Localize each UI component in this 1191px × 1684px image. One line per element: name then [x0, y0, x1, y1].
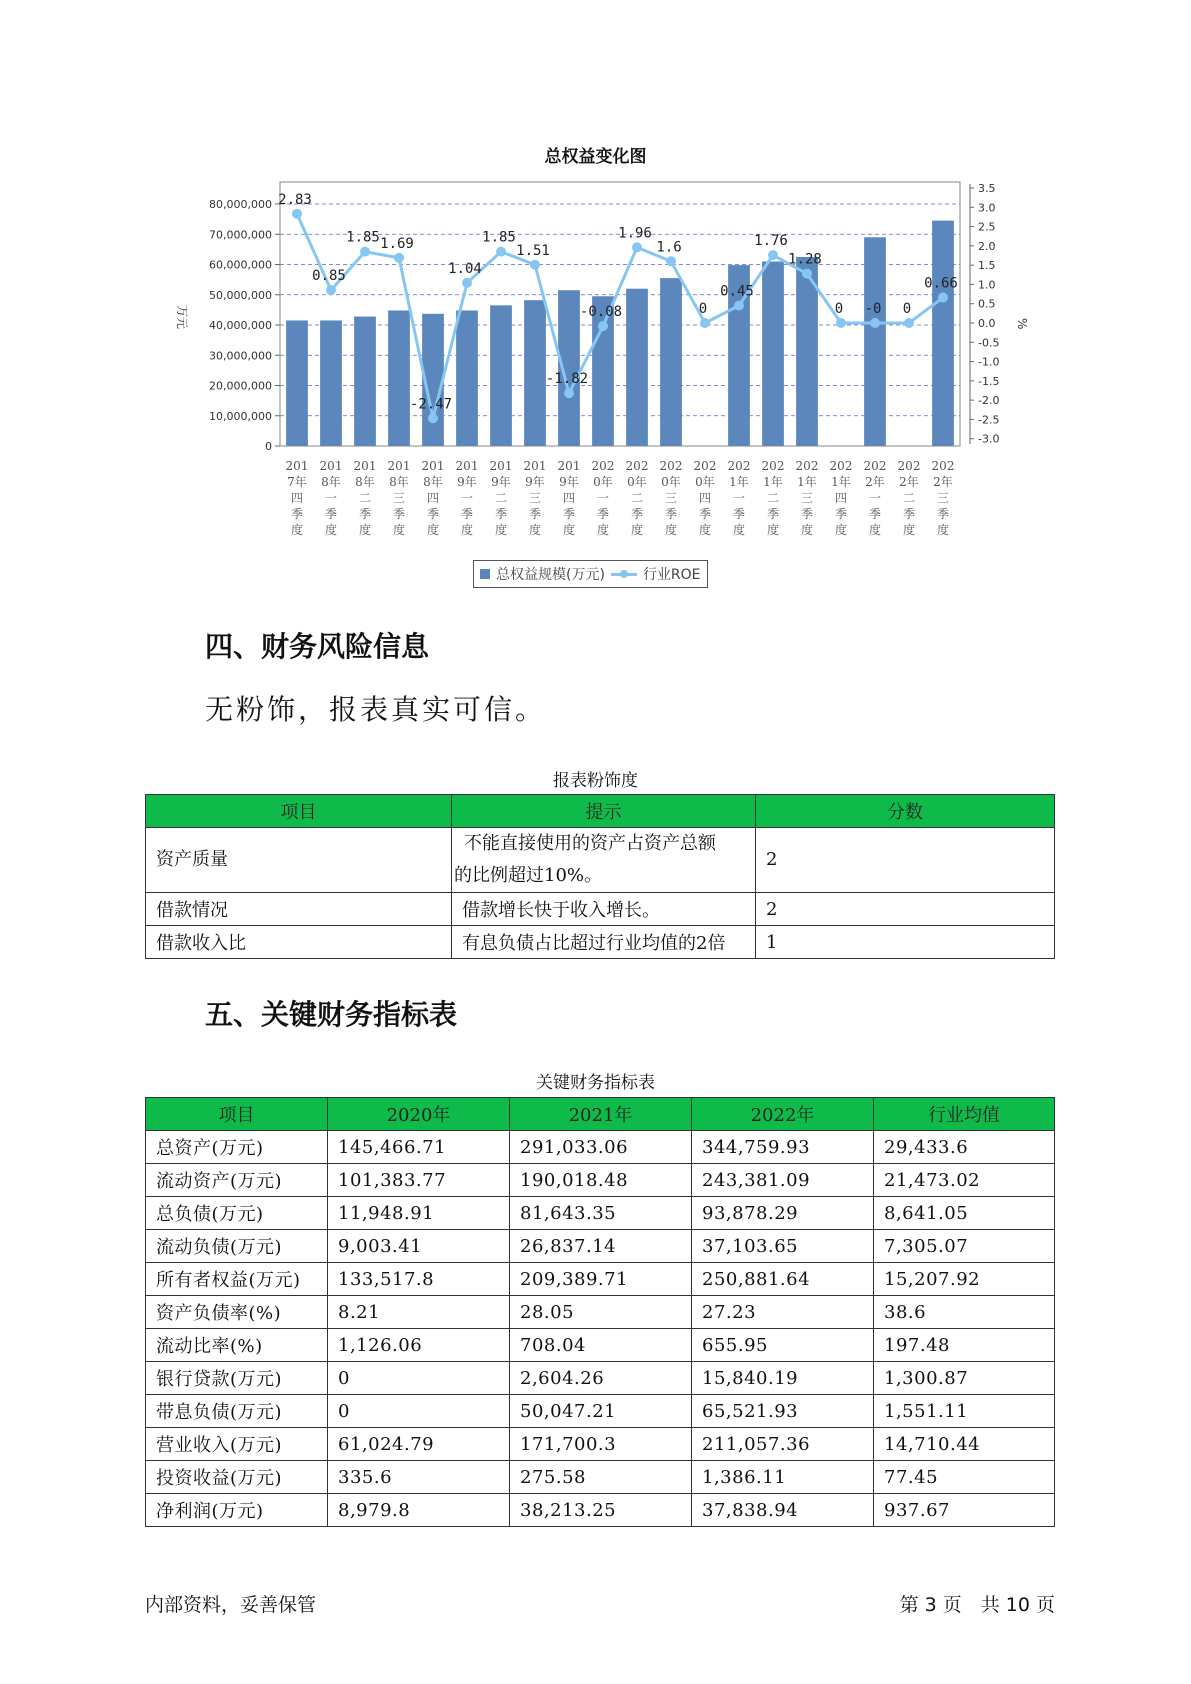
x-tick-label: 度 — [324, 523, 338, 537]
table-cell: 借款情况 — [146, 893, 452, 926]
x-tick-label: 201 — [489, 459, 513, 473]
table-cell: 流动比率(%) — [146, 1329, 328, 1362]
table-header: 2022年 — [692, 1098, 874, 1131]
table-cell: 15,207.92 — [874, 1263, 1055, 1296]
x-tick-label: 201 — [523, 459, 547, 473]
table-cell: 291,033.06 — [510, 1131, 692, 1164]
x-tick-label: 二 — [494, 491, 508, 505]
table-cell: 2 — [756, 828, 1055, 893]
table-cell: 带息负债(万元) — [146, 1395, 328, 1428]
table-cell: 1,126.06 — [328, 1329, 510, 1362]
x-tick-label: 202 — [761, 459, 785, 473]
data-label: 2.83 — [278, 191, 312, 208]
roe-point — [700, 318, 710, 328]
x-tick-label: 度 — [630, 523, 644, 537]
data-label: 0.45 — [720, 283, 754, 300]
table-cell: 营业收入(万元) — [146, 1428, 328, 1461]
table-cell: 流动负债(万元) — [146, 1230, 328, 1263]
table-row — [146, 1461, 1055, 1494]
x-tick-label: 8年 — [355, 475, 375, 489]
table-cell: 93,878.29 — [692, 1197, 874, 1230]
data-label: 1.04 — [448, 260, 482, 277]
bar — [762, 261, 784, 446]
x-tick-label: 201 — [353, 459, 377, 473]
right-tick-label: -0.5 — [978, 336, 1000, 350]
data-label: 1.51 — [516, 242, 550, 259]
table-cell: 937.67 — [874, 1494, 1055, 1527]
bar — [490, 305, 512, 446]
x-tick-label: 度 — [528, 523, 542, 537]
data-label: 1.6 — [656, 239, 682, 256]
table-cell: 344,759.93 — [692, 1131, 874, 1164]
right-tick-label: 1.5 — [978, 259, 996, 273]
table-header: 分数 — [756, 795, 1055, 828]
x-tick-label: 四 — [834, 491, 848, 505]
x-tick-label: 季 — [324, 507, 338, 521]
data-label: -2.47 — [409, 396, 453, 413]
x-tick-label: 四 — [562, 491, 576, 505]
left-tick-label: 60,000,000 — [209, 258, 272, 272]
table-cell: 8,641.05 — [874, 1197, 1055, 1230]
roe-point — [836, 318, 846, 328]
equity-chart — [160, 170, 1040, 560]
table-cell: 净利润(万元) — [146, 1494, 328, 1527]
roe-point — [666, 256, 676, 266]
right-tick-label: 3.5 — [978, 182, 996, 195]
table-row — [146, 1230, 1055, 1263]
x-tick-label: 季 — [630, 507, 644, 521]
x-tick-label: 201 — [285, 459, 309, 473]
x-tick-label: 一 — [868, 491, 882, 505]
roe-point — [394, 253, 404, 263]
roe-point — [598, 321, 608, 331]
x-tick-label: 度 — [834, 523, 848, 537]
table-header: 提示 — [452, 795, 756, 828]
table-cell: 总资产(万元) — [146, 1131, 328, 1164]
x-tick-label: 1年 — [831, 475, 851, 489]
x-tick-label: 季 — [426, 507, 440, 521]
left-tick-label: 80,000,000 — [209, 198, 272, 211]
table-row — [146, 1164, 1055, 1197]
right-tick-label: 0.0 — [978, 317, 996, 330]
roe-point — [530, 260, 540, 270]
table-cell: 1,386.11 — [692, 1461, 874, 1494]
table-cell: 21,473.02 — [874, 1164, 1055, 1197]
data-label: 1.85 — [482, 229, 516, 246]
x-tick-label: 9年 — [559, 475, 579, 489]
x-tick-label: 一 — [460, 491, 474, 505]
table-cell: 708.04 — [510, 1329, 692, 1362]
table-row — [146, 1263, 1055, 1296]
right-tick-label: 2.5 — [978, 220, 996, 234]
roe-point — [496, 247, 506, 257]
table-header: 2021年 — [510, 1098, 692, 1131]
right-tick-label: -2.5 — [978, 413, 1000, 427]
x-tick-label: 度 — [358, 523, 372, 537]
chart-legend — [473, 560, 708, 588]
roe-point — [632, 242, 642, 252]
left-axis-title: 万元 — [175, 305, 189, 330]
table-cell: 197.48 — [874, 1329, 1055, 1362]
table-cell: 0 — [328, 1395, 510, 1428]
table-cell: 8.21 — [328, 1296, 510, 1329]
data-label: 0 — [834, 301, 844, 317]
table-cell: 8,979.8 — [328, 1494, 510, 1527]
table-cell: 81,643.35 — [510, 1197, 692, 1230]
x-tick-label: 2年 — [865, 475, 885, 489]
section5-heading: 五、关键财务指标表 — [205, 998, 458, 1031]
table-row — [146, 1362, 1055, 1395]
x-tick-label: 202 — [727, 459, 751, 473]
data-label: 0.85 — [312, 268, 346, 285]
table-cell — [452, 828, 756, 893]
table-cell: 209,389.71 — [510, 1263, 692, 1296]
x-tick-label: 四 — [426, 491, 440, 505]
bar — [524, 300, 546, 446]
table-row — [146, 1395, 1055, 1428]
footer-page-number: 第 3 页 共 10 页 — [899, 1594, 1055, 1616]
table-cell: 7,305.07 — [874, 1230, 1055, 1263]
x-tick-label: 202 — [625, 459, 649, 473]
x-tick-label: 201 — [557, 459, 581, 473]
legend-line-label: 行业ROE — [642, 567, 701, 583]
left-tick-label: 50,000,000 — [209, 288, 272, 302]
section4-text: 无粉饰，报表真实可信。 — [205, 693, 547, 726]
right-tick-label: 3.0 — [978, 201, 996, 215]
legend-bar-label: 总权益规模(万元) — [496, 567, 605, 583]
data-label: -1.82 — [545, 371, 589, 388]
table-cell: 0 — [328, 1362, 510, 1395]
table-cell: 37,838.94 — [692, 1494, 874, 1527]
x-tick-label: 202 — [829, 459, 853, 473]
x-tick-label: 2年 — [899, 475, 919, 489]
table-cell: 655.95 — [692, 1329, 874, 1362]
x-tick-label: 1年 — [763, 475, 783, 489]
x-tick-label: 季 — [392, 507, 406, 521]
table-cell: 133,517.8 — [328, 1263, 510, 1296]
x-tick-label: 度 — [698, 523, 712, 537]
x-tick-label: 季 — [460, 507, 474, 521]
x-tick-label: 度 — [732, 523, 746, 537]
right-tick-label: -2.0 — [978, 394, 1000, 408]
right-axis-title: % — [1015, 318, 1029, 330]
table-cell: 211,057.36 — [692, 1428, 874, 1461]
x-tick-label: 0年 — [661, 475, 681, 489]
right-tick-label: 2.0 — [978, 239, 996, 253]
roe-point — [462, 278, 472, 288]
table-cell: 190,018.48 — [510, 1164, 692, 1197]
table-row — [146, 1131, 1055, 1164]
x-tick-label: 一 — [324, 491, 338, 505]
bar — [456, 310, 478, 446]
bar — [932, 221, 954, 446]
x-tick-label: 201 — [387, 459, 411, 473]
x-tick-label: 2年 — [933, 475, 953, 489]
table-cell: 250,881.64 — [692, 1263, 874, 1296]
roe-point — [360, 247, 370, 257]
x-tick-label: 7年 — [287, 475, 307, 489]
hint-line: 不能直接使用的资产占资产总额 — [464, 833, 716, 854]
x-tick-label: 一 — [596, 491, 610, 505]
table2-caption: 关键财务指标表 — [536, 1073, 655, 1093]
x-tick-label: 度 — [426, 523, 440, 537]
data-label: 1.69 — [380, 235, 414, 252]
data-label: -0.08 — [579, 304, 623, 321]
x-tick-label: 度 — [494, 523, 508, 537]
x-tick-label: 度 — [766, 523, 780, 537]
table-cell: 银行贷款(万元) — [146, 1362, 328, 1395]
bar — [626, 289, 648, 446]
x-tick-label: 8年 — [389, 475, 409, 489]
x-tick-label: 季 — [766, 507, 780, 521]
table-header: 项目 — [146, 795, 452, 828]
x-tick-label: 季 — [800, 507, 814, 521]
table-cell: 11,948.91 — [328, 1197, 510, 1230]
x-tick-label: 202 — [863, 459, 887, 473]
legend-line-swatch — [611, 569, 637, 579]
x-tick-label: 二 — [902, 491, 916, 505]
table-cell: 借款增长快于收入增长。 — [452, 893, 756, 926]
table-header: 2020年 — [328, 1098, 510, 1131]
table-cell: 145,466.71 — [328, 1131, 510, 1164]
table-cell: 2 — [756, 893, 1055, 926]
x-tick-label: 度 — [392, 523, 406, 537]
x-tick-label: 0年 — [695, 475, 715, 489]
right-tick-label: 0.5 — [978, 297, 996, 311]
x-tick-label: 9年 — [525, 475, 545, 489]
table-cell: 1,551.11 — [874, 1395, 1055, 1428]
section4-heading: 四、财务风险信息 — [205, 630, 430, 663]
data-label: 1.85 — [346, 229, 380, 246]
data-label: 1.76 — [754, 233, 788, 250]
x-tick-label: 度 — [596, 523, 610, 537]
data-label: 1.96 — [618, 225, 652, 242]
table-header: 行业均值 — [874, 1098, 1055, 1131]
left-tick-label: 10,000,000 — [209, 409, 272, 423]
roe-point — [292, 209, 302, 219]
table-row — [146, 828, 1055, 893]
x-tick-label: 季 — [528, 507, 542, 521]
x-tick-label: 季 — [902, 507, 916, 521]
data-label: -0 — [864, 301, 882, 317]
x-tick-label: 度 — [936, 523, 950, 537]
table-row — [146, 1197, 1055, 1230]
x-tick-label: 度 — [868, 523, 882, 537]
bar — [660, 278, 682, 446]
table-cell: 流动资产(万元) — [146, 1164, 328, 1197]
table-cell: 所有者权益(万元) — [146, 1263, 328, 1296]
data-label: 0 — [902, 301, 912, 317]
table-cell: 335.6 — [328, 1461, 510, 1494]
table-cell: 27.23 — [692, 1296, 874, 1329]
bar — [354, 317, 376, 446]
table-row — [146, 1296, 1055, 1329]
roe-point — [870, 318, 880, 328]
table-cell: 28.05 — [510, 1296, 692, 1329]
bar — [864, 237, 886, 446]
x-tick-label: 二 — [630, 491, 644, 505]
x-tick-label: 季 — [664, 507, 678, 521]
x-tick-label: 三 — [936, 491, 950, 505]
table-cell: 243,381.09 — [692, 1164, 874, 1197]
x-tick-label: 1年 — [797, 475, 817, 489]
x-tick-label: 201 — [319, 459, 343, 473]
data-label: 1.28 — [788, 251, 822, 268]
right-tick-label: -1.0 — [978, 355, 1000, 369]
x-tick-label: 201 — [421, 459, 445, 473]
left-tick-label: 20,000,000 — [209, 379, 272, 393]
table-cell: 38,213.25 — [510, 1494, 692, 1527]
x-tick-label: 8年 — [321, 475, 341, 489]
x-tick-label: 季 — [732, 507, 746, 521]
table-cell: 65,521.93 — [692, 1395, 874, 1428]
table-cell: 投资收益(万元) — [146, 1461, 328, 1494]
x-tick-label: 季 — [868, 507, 882, 521]
chart-title: 总权益变化图 — [544, 147, 647, 167]
table-cell: 有息负债占比超过行业均值的2倍 — [452, 926, 756, 959]
table1-caption: 报表粉饰度 — [553, 771, 638, 791]
x-tick-label: 一 — [732, 491, 746, 505]
x-tick-label: 季 — [358, 507, 372, 521]
x-tick-label: 9年 — [457, 475, 477, 489]
roe-point — [734, 301, 744, 311]
table-row — [146, 1494, 1055, 1527]
table-header-row — [146, 1098, 1055, 1131]
table-cell: 101,383.77 — [328, 1164, 510, 1197]
bar — [286, 320, 308, 446]
x-tick-label: 度 — [290, 523, 304, 537]
table-cell: 1 — [756, 926, 1055, 959]
right-tick-label: -3.0 — [978, 432, 1000, 446]
x-tick-label: 四 — [290, 491, 304, 505]
x-tick-label: 度 — [664, 523, 678, 537]
table-cell: 275.58 — [510, 1461, 692, 1494]
x-tick-label: 8年 — [423, 475, 443, 489]
x-tick-label: 度 — [902, 523, 916, 537]
left-tick-label: 30,000,000 — [209, 349, 272, 363]
roe-point — [904, 318, 914, 328]
x-tick-label: 季 — [494, 507, 508, 521]
x-tick-label: 季 — [936, 507, 950, 521]
data-label: 0.66 — [924, 275, 958, 292]
x-tick-label: 度 — [562, 523, 576, 537]
table-body — [146, 1131, 1055, 1527]
x-tick-label: 三 — [664, 491, 678, 505]
table-cell: 61,024.79 — [328, 1428, 510, 1461]
x-tick-label: 202 — [693, 459, 717, 473]
table-header-row — [146, 795, 1055, 828]
table-cell: 37,103.65 — [692, 1230, 874, 1263]
x-tick-label: 202 — [591, 459, 615, 473]
x-tick-label: 9年 — [491, 475, 511, 489]
x-tick-label: 季 — [834, 507, 848, 521]
table-header: 项目 — [146, 1098, 328, 1131]
bar — [320, 320, 342, 446]
table-cell: 14,710.44 — [874, 1428, 1055, 1461]
footer-left: 内部资料，妥善保管 — [145, 1594, 317, 1616]
risk-table — [145, 794, 1055, 959]
x-tick-label: 0年 — [627, 475, 647, 489]
roe-point — [802, 269, 812, 279]
table-cell: 资产负债率(%) — [146, 1296, 328, 1329]
bar — [388, 310, 410, 446]
roe-point — [326, 285, 336, 295]
table-cell: 26,837.14 — [510, 1230, 692, 1263]
x-tick-label: 季 — [562, 507, 576, 521]
x-tick-label: 度 — [800, 523, 814, 537]
x-tick-label: 三 — [800, 491, 814, 505]
x-tick-label: 三 — [392, 491, 406, 505]
table-cell: 171,700.3 — [510, 1428, 692, 1461]
table-cell: 38.6 — [874, 1296, 1055, 1329]
x-tick-label: 季 — [290, 507, 304, 521]
x-tick-label: 202 — [931, 459, 955, 473]
x-tick-label: 201 — [455, 459, 479, 473]
x-tick-label: 四 — [698, 491, 712, 505]
table-cell: 总负债(万元) — [146, 1197, 328, 1230]
x-tick-label: 季 — [596, 507, 610, 521]
table-cell: 50,047.21 — [510, 1395, 692, 1428]
left-tick-label: 0 — [265, 440, 272, 453]
table-row — [146, 1428, 1055, 1461]
x-tick-label: 202 — [795, 459, 819, 473]
table-row — [146, 893, 1055, 926]
table-cell: 77.45 — [874, 1461, 1055, 1494]
x-tick-label: 202 — [897, 459, 921, 473]
right-tick-label: 1.0 — [978, 278, 996, 292]
left-tick-label: 40,000,000 — [209, 319, 272, 332]
x-tick-label: 季 — [698, 507, 712, 521]
x-tick-label: 三 — [528, 491, 542, 505]
right-tick-label: -1.5 — [978, 374, 1000, 388]
table-row — [146, 1329, 1055, 1362]
hint-line: 的比例超过10%。 — [454, 865, 603, 886]
x-tick-label: 二 — [358, 491, 372, 505]
roe-point — [768, 250, 778, 260]
x-tick-label: 1年 — [729, 475, 749, 489]
table-row — [146, 926, 1055, 959]
key-indicators-table — [145, 1097, 1055, 1527]
table-cell: 15,840.19 — [692, 1362, 874, 1395]
left-tick-label: 70,000,000 — [209, 228, 272, 242]
table-cell: 2,604.26 — [510, 1362, 692, 1395]
table-cell: 29,433.6 — [874, 1131, 1055, 1164]
x-tick-label: 202 — [659, 459, 683, 473]
roe-point — [564, 388, 574, 398]
table-cell: 9,003.41 — [328, 1230, 510, 1263]
data-label: 0 — [698, 301, 708, 317]
roe-point — [428, 413, 438, 423]
legend-bar-swatch — [480, 569, 490, 579]
x-tick-label: 0年 — [593, 475, 613, 489]
x-tick-label: 二 — [766, 491, 780, 505]
table-cell: 资产质量 — [146, 828, 452, 893]
x-tick-label: 度 — [460, 523, 474, 537]
table-cell: 1,300.87 — [874, 1362, 1055, 1395]
roe-point — [938, 293, 948, 303]
table-cell: 借款收入比 — [146, 926, 452, 959]
